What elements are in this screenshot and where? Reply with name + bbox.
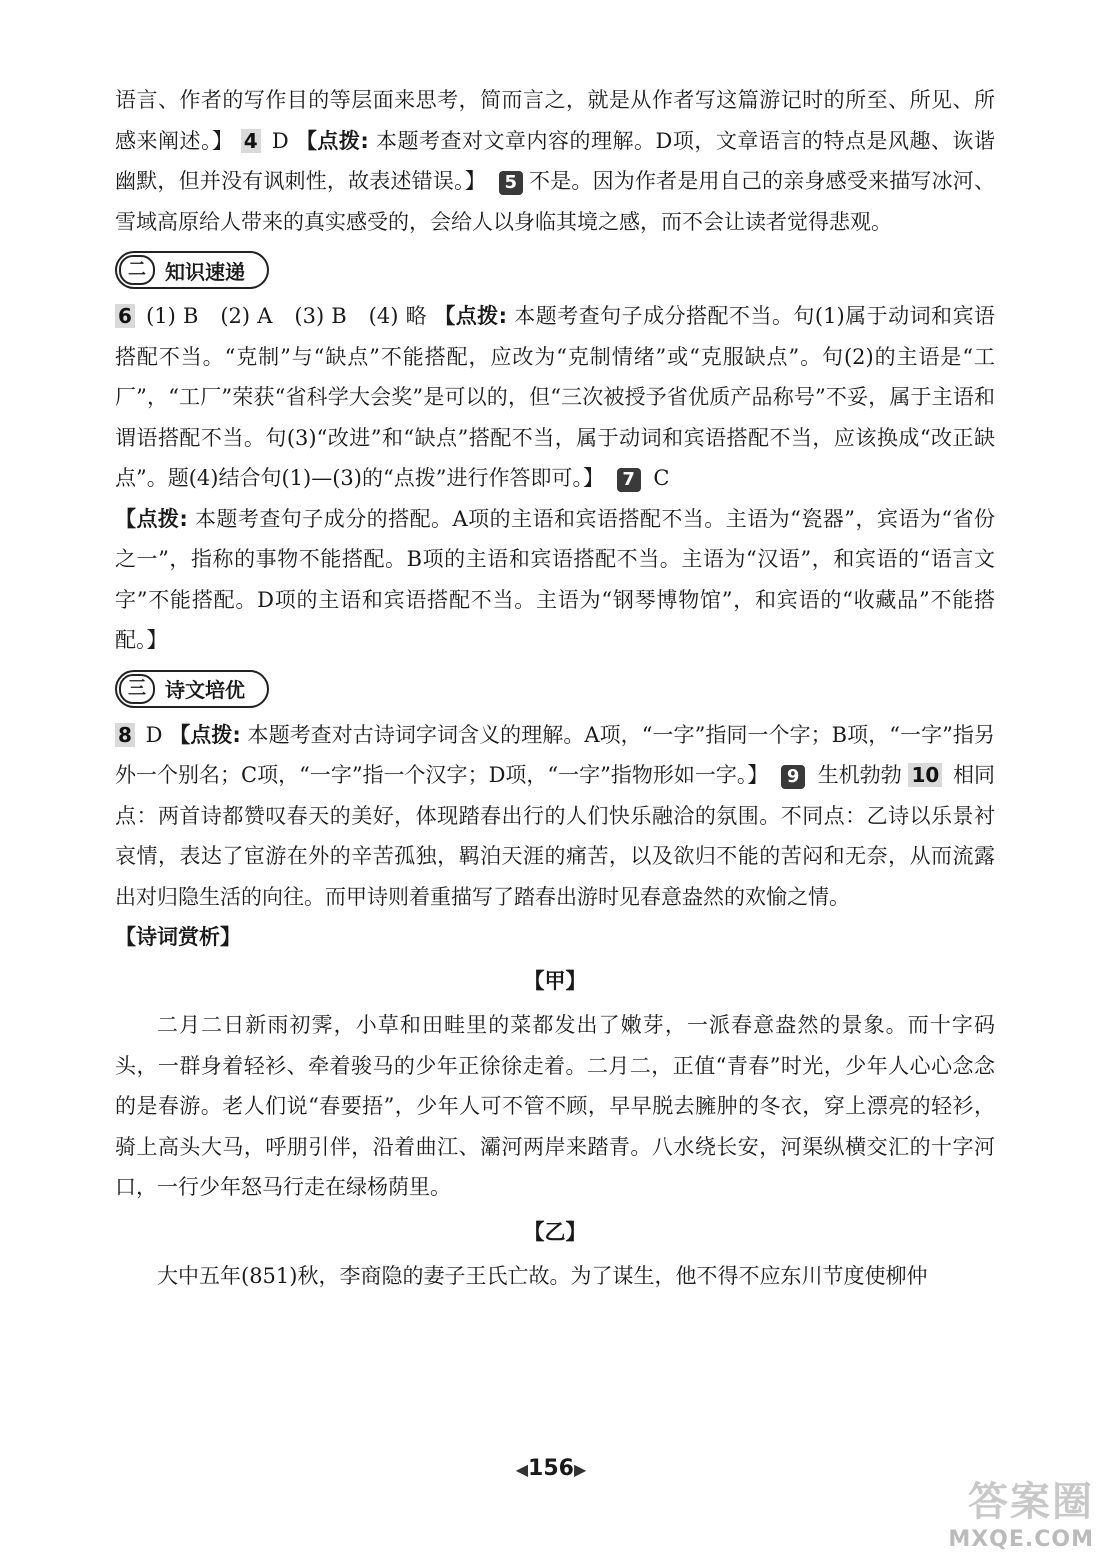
question-number-6: 6: [115, 304, 135, 328]
answer-5-text: 不是。因为作者是用自己的亲身感受来描写冰河、雪域高原给人带来的真实感受的，会给人以身临其境之感，而不会让读者觉得悲观。: [115, 169, 996, 234]
watermark-url: MXQE.COM: [948, 1527, 1094, 1552]
section-title: 诗文培优: [165, 678, 245, 702]
watermark: [948, 1470, 1094, 1552]
question-6-paragraph: [115, 296, 995, 661]
section-title: 知识速递: [165, 259, 245, 284]
hint-tag: 【点拨:: [295, 128, 369, 153]
hint-4-text: 本题考查对文章内容的理解。D项，文章语言的特点是风趣、诙谐幽默，但并没有讽刺性，故表述错误。】: [115, 128, 995, 193]
intro-paragraph: [115, 80, 995, 242]
answer-4: D: [264, 128, 296, 153]
watermark-logo-text: 答案圈: [968, 1479, 1094, 1525]
answer-page: [115, 80, 995, 1296]
answer-10-text: 相同点：两首诗都赞叹春天的美好，体现踏春出行的人们快乐融洽的氛围。不同点：乙诗以乐景衬哀情，表达了宦游在外的辛苦孤独，羁泊天涯的痛苦，以及欲归不能的苦闷和无奈，从而流露出对归隐生活的向往。而甲诗则着重描写了踏春出游时见春意盎然的欢愉之情。: [115, 763, 995, 909]
left-arrow-icon: ◀: [515, 1460, 529, 1479]
answer-7: C: [646, 466, 670, 490]
section-header-2: [115, 250, 995, 290]
section-badge: [115, 670, 269, 708]
page-number: 156: [528, 1456, 574, 1481]
question-number-7: 7: [617, 468, 641, 492]
question-number-10: 10: [908, 763, 942, 787]
section-number: 三: [119, 674, 155, 704]
poem-yi-appreciation: 大中五年(851)秋，李商隐的妻子王氏亡故。为了谋生，他不得不应东川节度使柳仲: [157, 1263, 928, 1288]
section-badge: [115, 251, 269, 289]
hint-tag: 【点拨:: [115, 506, 188, 531]
page-footer: [0, 1456, 1102, 1481]
hint-8-text: 本题考查对古诗词字词含义的理解。A项，“一字”指同一个字；B项，“一字”指另外一个别名；C项，“一字”指一个汉字；D项，“一字”指物形如一字。】: [115, 722, 995, 787]
hint-6-text: 本题考查句子成分搭配不当。句(1)属于动词和宾语搭配不当。“克制”与“缺点”不能搭配，应改为“克制情绪”或“克服缺点”。句(2)的主语是“工厂”，“工厂”荣获“省科学大会奖”是可以的，但“三次被授予省优质产品称号”不妥，属于主语和谓语搭配不当。句(3)“改进”和“缺点”搭配不当，属于动词和宾语搭配不当，应该换成“改正缺点”。题(4)结合句(1)—(3)的“点拨”进行作答即可。】: [115, 304, 996, 490]
poem-yi-title: 【乙】: [523, 1219, 587, 1244]
hint-tag: 【点拨:: [169, 722, 241, 747]
question-number-4: 4: [241, 129, 261, 153]
answer-6: (1) B (2) A (3) B (4) 略: [138, 304, 435, 328]
intro-line: 语言、作者的写作目的等层面来思考，简而言之，就是从作者写这篇游记时的所至、所见、所感来阐述。】: [115, 88, 995, 153]
question-number-5: 5: [499, 171, 523, 195]
appreciation-heading: 【诗词赏析】: [115, 925, 241, 949]
right-arrow-icon: ▶: [573, 1460, 587, 1479]
section-number: 二: [119, 255, 155, 285]
section-header-3: [115, 669, 995, 709]
question-number-9: 9: [781, 765, 805, 789]
question-number-8: 8: [115, 723, 135, 747]
answer-8: D: [138, 722, 170, 747]
poem-jia-title: 【甲】: [523, 969, 587, 993]
hint-tag: 【点拨:: [434, 304, 508, 328]
hint-7-text: 本题考查句子成分的搭配。A项的主语和宾语搭配不当。主语为“瓷器”，宾语为“省份之一”，指称的事物不能搭配。B项的主语和宾语搭配不当。主语为“汉语”，和宾语的“语言文字”不能搭配。D项的主语和宾语搭配不当。主语为“钢琴博物馆”，和宾语的“收藏品”不能搭配。】: [115, 506, 995, 652]
answer-9: 生机勃勃: [811, 763, 909, 787]
poem-jia-appreciation: 二月二日新雨初霁，小草和田畦里的菜都发出了嫩芽，一派春意盎然的景象。而十字码头，一群身着轻衫、牵着骏马的少年正徐徐走着。二月二，正值“青春”时光，少年人心心念念的是春游。老人们说“春要捂”，少年人可不管不顾，早早脱去臃肿的冬衣，穿上漂亮的轻衫，骑上高头大马，呼朋引伴，沿着曲江、灞河两岸来踏青。八水绕长安，河渠纵横交汇的十字河口，一行少年怒马行走在绿杨荫里。: [115, 1013, 995, 1199]
question-8-paragraph: [115, 715, 995, 918]
